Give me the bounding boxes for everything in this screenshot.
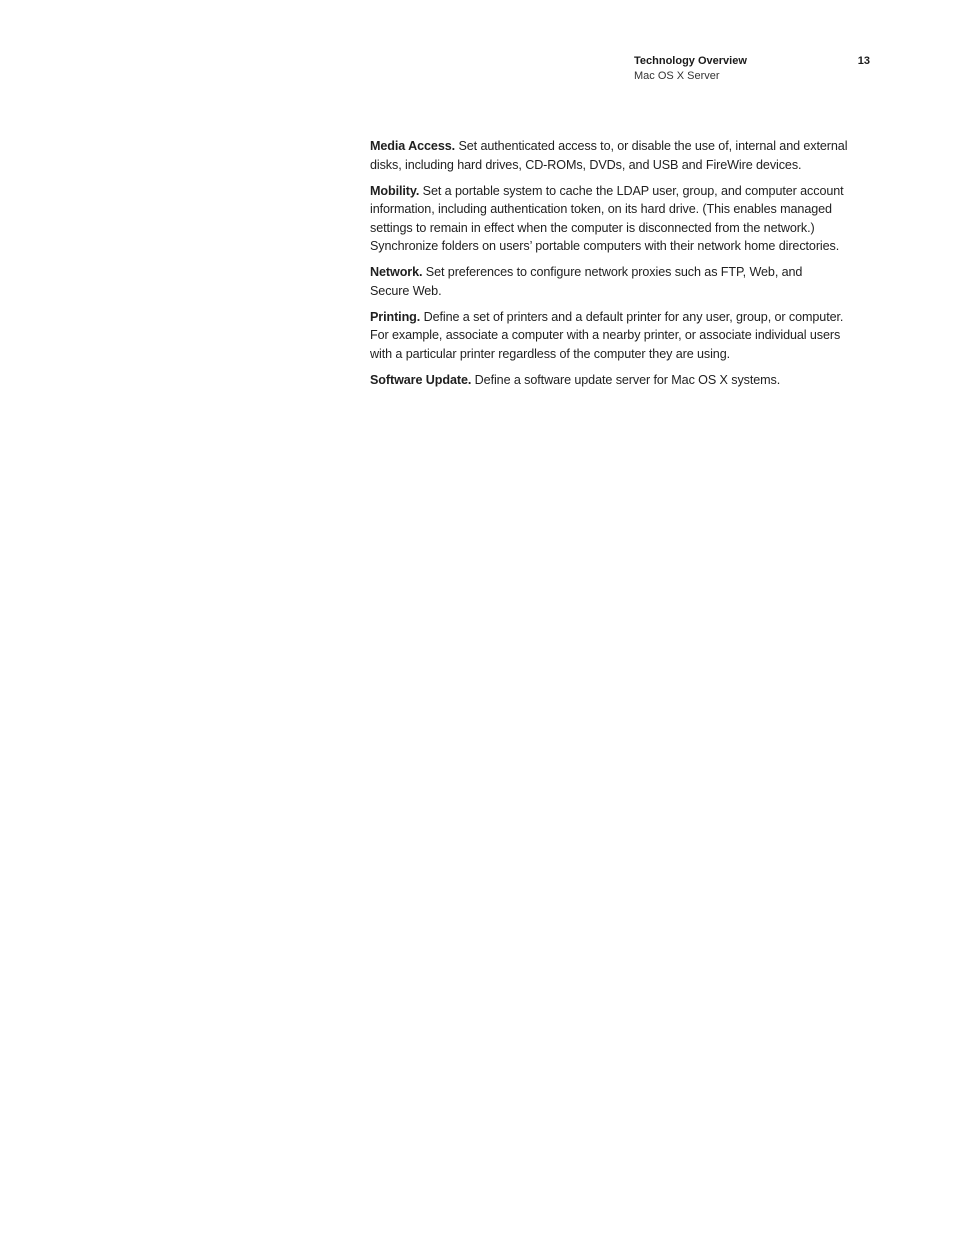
paragraph-text: Define a set of printers and a default printer for any user, group, or computer. [423,309,844,324]
paragraph-text: Secure Web. [370,283,442,298]
paragraph-text: Define a software update server for Mac OS X systems. [474,372,781,387]
paragraph-media-access [370,137,870,174]
paragraph-software-update [370,371,870,390]
term-network: Network. [370,265,423,279]
paragraph-text: Synchronize folders on users’ portable computers with their network home directories. [370,239,840,253]
paragraph-mobility [370,182,870,256]
term-software-update: Software Update. [370,372,472,387]
running-header [634,54,870,84]
paragraph-network [370,263,870,300]
paragraph-text: Set authenticated access to, or disable the use of, internal and external [458,139,848,153]
term-printing: Printing. [370,309,421,324]
term-mobility: Mobility. [370,183,420,198]
body-text [370,137,870,397]
paragraph-printing [370,308,870,364]
paragraph-text: Set preferences to configure network proxies such as FTP, Web, and [425,265,803,279]
paragraph-text: settings to remain in effect when the computer is disconnected from the network.) [370,220,815,235]
paragraph-text: For example, associate a computer with a nearby printer, or associate individual users [370,328,841,342]
paragraph-text: with a particular printer regardless of the computer they are using. [370,346,730,361]
header-subtitle: Mac OS X Server [634,70,720,82]
paragraph-text: disks, including hard drives, CD-ROMs, DVDs, and USB and FireWire devices. [370,157,802,172]
term-media-access: Media Access. [370,139,456,153]
paragraph-text: Set a portable system to cache the LDAP user, group, and computer account [422,183,844,198]
header-title: Technology Overview [634,55,747,67]
paragraph-text: information, including authentication token, on its hard drive. (This enables managed [370,202,832,216]
page-number: 13 [857,55,870,67]
